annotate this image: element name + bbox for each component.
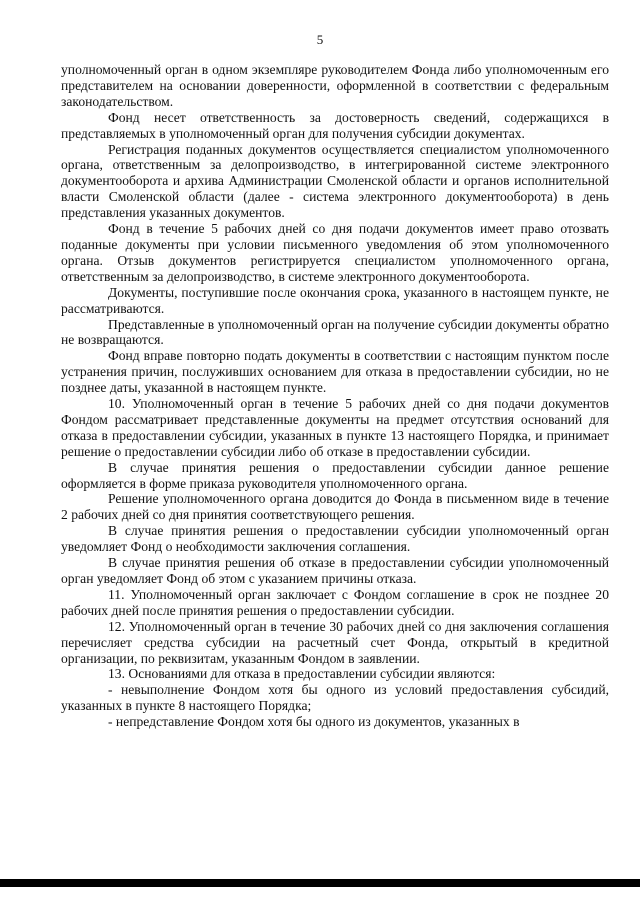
- paragraph-item-11: 11. Уполномоченный орган заключает с Фондом соглашение в срок не позднее 20 рабочих дней после принятия решения о предоставлении субсидии.: [61, 586, 609, 618]
- paragraph-fund-responsibility: Фонд несет ответственность за достоверность сведений, содержащихся в представляемых в уполномоченный орган для получения субсидии документах.: [61, 109, 609, 141]
- page-number: 5: [316, 32, 324, 47]
- paragraph-agreement-notice: В случае принятия решения о предоставлении субсидии уполномоченный орган уведомляет Фонд о необходимости заключения соглашения.: [61, 523, 609, 555]
- list-item-condition-failure: - невыполнение Фондом хотя бы одного из условий предоставления субсидий, указанных в пункте 8 настоящего Порядка;: [61, 682, 609, 714]
- paragraph-resubmission: Фонд вправе повторно подать документы в соответствии с настоящим пунктом после устранения причин, послуживших основанием для отказа в предоставлении субсидии, но не позднее даты, указанной в настоящем пункте.: [61, 348, 609, 396]
- paragraph-decision-notice: Решение уполномоченного органа доводится до Фонда в письменном виде в течение 2 рабочих дней со дня принятия соответствующего решения.: [61, 491, 609, 523]
- scan-bottom-border: [0, 879, 640, 887]
- paragraph-withdrawal: Фонд в течение 5 рабочих дней со дня подачи документов имеет право отозвать поданные документы при условии письменного уведомления об этом уполномоченного органа. Отзыв документов регистрируется специалистом уполномоченного органа, ответственным за делопроизводство, в системе электронного документооборота.: [61, 221, 609, 284]
- paragraph-refusal-notice: В случае принятия решения об отказе в предоставлении субсидии уполномоченный орган уведомляет Фонд об этом с указанием причины отказа.: [61, 555, 609, 586]
- paragraph-item-13: 13. Основаниями для отказа в предоставлении субсидии являются:: [108, 666, 496, 682]
- paragraph-registration: Регистрация поданных документов осуществляется специалистом уполномоченного органа, ответственным за делопроизводство, в интегрированной системе электронного документооборота и архива Администрации Смоленской области и органов исполнительной власти Смоленской области (далее - система электронного документооборота) в день представления указанных документов.: [61, 141, 609, 221]
- document-body: [61, 62, 609, 730]
- paragraph-decision-order: В случае принятия решения о предоставлении субсидии данное решение оформляется в форме приказа руководителя уполномоченного органа.: [61, 459, 609, 491]
- paragraph-continuation: уполномоченный орган в одном экземпляре руководителем Фонда либо уполномоченным его представителем на основании доверенности, оформленной в соответствии с федеральным законодательством.: [61, 62, 609, 109]
- paragraph-item-12: 12. Уполномоченный орган в течение 30 рабочих дней со дня заключения соглашения перечисляет средства субсидии на расчетный счет Фонда, открытый в кредитной организации, по реквизитам, указанным Фондом в заявлении.: [61, 618, 609, 666]
- paragraph-late-documents: Документы, поступившие после окончания срока, указанного в настоящем пункте, не рассматриваются.: [61, 284, 609, 316]
- paragraph-not-returned: Представленные в уполномоченный орган на получение субсидии документы обратно не возвращаются.: [61, 316, 609, 348]
- paragraph-item-10: 10. Уполномоченный орган в течение 5 рабочих дней со дня подачи документов Фондом рассматривает представленные документы на предмет отсутствия оснований для отказа в предоставлении субсидии, указанных в пункте 13 настоящего Порядка, и принимает решение о предоставлении субсидии либо об отказе в предоставлении субсидии.: [61, 396, 609, 459]
- list-item-missing-documents: - непредставление Фондом хотя бы одного из документов, указанных в: [108, 714, 520, 730]
